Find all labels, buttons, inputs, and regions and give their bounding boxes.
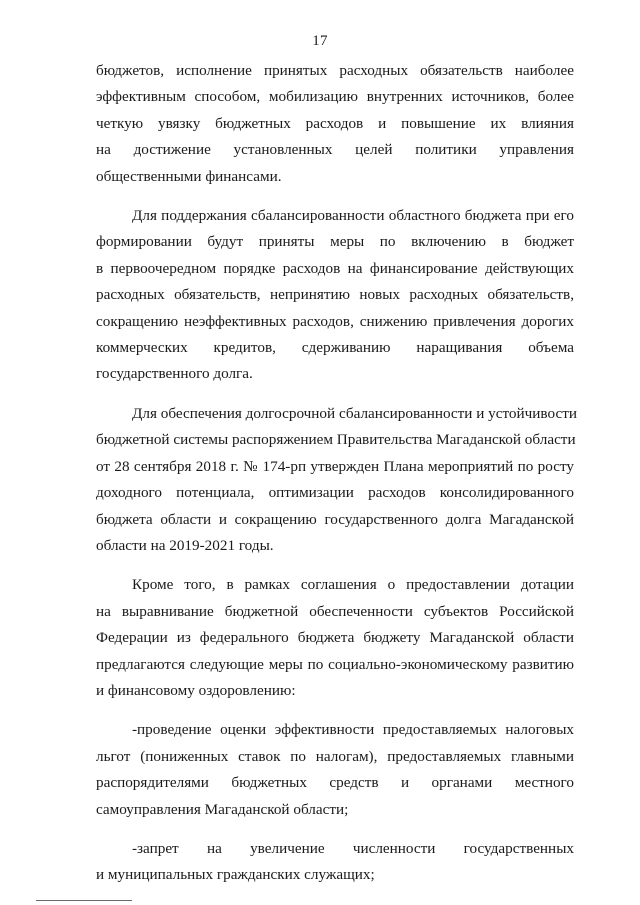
text-line: эффективным способом, мобилизацию внутренних источников, более (96, 88, 574, 106)
text-line: и муниципальных гражданских служащих; (96, 866, 375, 884)
text-line: распорядителями бюджетных средств и органами местного (96, 774, 574, 792)
text-line: на достижение установленных целей политики управления (96, 141, 574, 159)
text-line: расходных обязательств, непринятию новых расходных обязательств, (96, 286, 574, 304)
text-line: от 28 сентября 2018 г. № 174-рп утвержден Плана мероприятий по росту (96, 457, 574, 475)
text-line: Для поддержания сбалансированности областного бюджета при его (132, 207, 574, 225)
text-line: коммерческих кредитов, сдерживанию наращивания объема (96, 339, 574, 357)
list-item-tax-benefit-evaluation (96, 717, 574, 823)
list-item-staff-increase-ban (96, 836, 574, 889)
text-line: области на 2019-2021 годы. (96, 536, 274, 554)
text-line: -проведение оценки эффективности предоставляемых налоговых (132, 721, 574, 739)
text-line: доходного потенциала, оптимизации расходов консолидированного (96, 484, 574, 502)
text-line: формировании будут приняты меры по включению в бюджет (96, 233, 574, 251)
text-line: Для обеспечения долгосрочной сбалансированности и устойчивости (132, 404, 577, 422)
text-line: бюджетной системы распоряжением Правительства Магаданской области (96, 431, 576, 449)
page-number: 17 (312, 33, 328, 49)
text-line: бюджета области и сокращению государственного долга Магаданской (96, 510, 574, 528)
paragraph-subsidy-agreement (96, 572, 574, 704)
text-line: в первоочередном порядке расходов на финансирование действующих (96, 259, 574, 277)
text-line: и финансовому оздоровлению: (96, 681, 296, 699)
document-body (96, 58, 577, 889)
text-line: льгот (пониженных ставок по налогам), предоставляемых главными (96, 747, 574, 765)
text-line: государственного долга. (96, 365, 253, 383)
text-line: общественными финансами. (96, 167, 282, 185)
footer-rule (36, 900, 132, 901)
text-line: предлагаются следующие меры по социально-экономическому развитию (96, 655, 574, 673)
text-line: четкую увязку бюджетных расходов и повышение их влияния (96, 114, 574, 132)
text-line: бюджетов, исполнение принятых расходных обязательств наиболее (96, 62, 574, 79)
text-line: Федерации из федерального бюджета бюджету Магаданской области (96, 629, 574, 647)
text-line: на выравнивание бюджетной обеспеченности субъектов Российской (96, 602, 574, 620)
paragraph-budget-execution (96, 58, 574, 190)
text-line: -запрет на увеличение численности государственных (132, 839, 574, 857)
text-line: самоуправления Магаданской области; (96, 800, 349, 818)
paragraph-budget-balance (96, 203, 574, 388)
text-line: Кроме того, в рамках соглашения о предоставлении дотации (132, 576, 574, 594)
text-line: сокращению неэффективных расходов, снижению привлечения дорогих (96, 312, 574, 330)
paragraph-long-term-stability (96, 401, 577, 559)
